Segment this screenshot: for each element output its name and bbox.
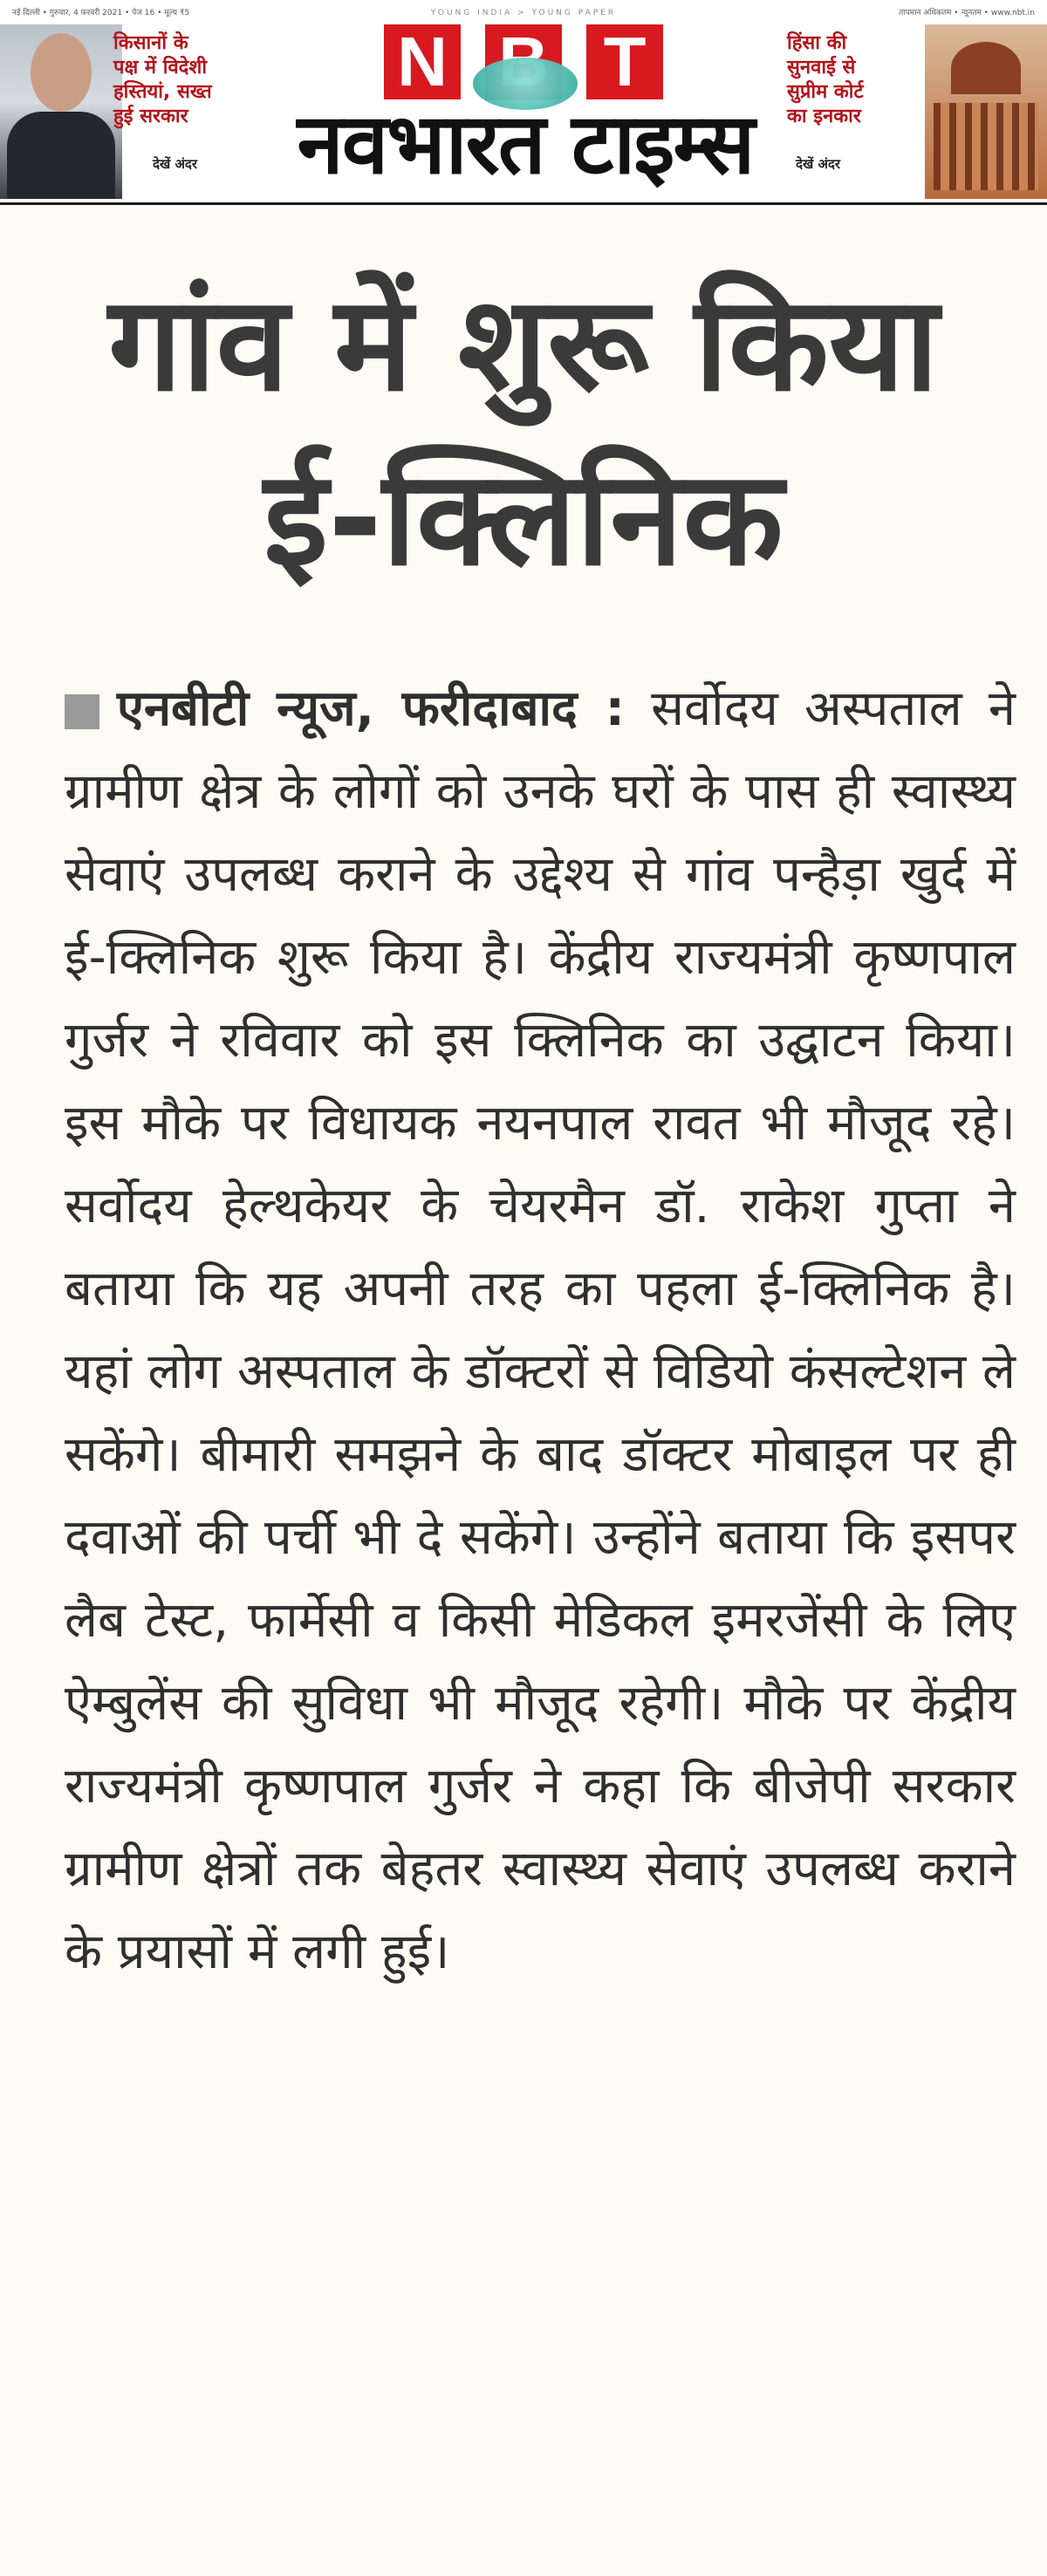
left-teaser-line: किसानों के xyxy=(113,32,188,54)
headline-line: गांव में शुरू किया xyxy=(108,269,939,420)
right-teaser-line: सुनवाई से xyxy=(787,57,856,79)
right-teaser-line: सुप्रीम कोर्ट xyxy=(787,81,864,103)
square-bullet-icon xyxy=(65,694,99,729)
left-teaser-line: पक्ष में विदेशी xyxy=(113,57,208,79)
logo-letter-t: T xyxy=(586,24,663,99)
court-columns-shape xyxy=(934,103,1038,190)
right-teaser-more[interactable]: देखें अंदर xyxy=(796,156,841,172)
portrait-head-shape xyxy=(31,33,92,112)
dateline-left: नई दिल्ली • गुरुवार, 4 फरवरी 2021 • पेज 16 • मूल्य ₹5 xyxy=(12,9,190,17)
portrait-body-shape xyxy=(7,112,115,199)
right-teaser-line: का इनकार xyxy=(787,106,861,127)
left-teaser-line: हुई सरकार xyxy=(113,106,188,127)
left-teaser-headline xyxy=(113,31,253,129)
logo-letter-n: N xyxy=(384,24,461,99)
article-dateline: एनबीटी न्यूज, फरीदाबाद : xyxy=(117,680,626,737)
newspaper-title: नवभारत टाइम्स xyxy=(297,95,754,193)
left-teaser-more[interactable]: देखें अंदर xyxy=(153,156,198,172)
nbt-logo xyxy=(384,19,663,103)
article-body xyxy=(65,667,1016,1993)
teaser-photo-court xyxy=(925,24,1047,199)
right-teaser-line: हिंसा की xyxy=(787,32,847,54)
article-body-text: सर्वोदय अस्पताल ने ग्रामीण क्षेत्र के लोगों को उनके घरों के पास ही स्वास्थ्य सेवाएं उपलब्ध कराने के उद्देश्य से गांव पन्हैड़ा खुर्द में ई-क्लिनिक शुरू किया है। केंद्रीय राज्यमंत्री कृष्णपाल गुर्जर ने रविवार को इस क्लिनिक का उद्घाटन किया। इस मौके पर विधायक नयनपाल रावत भी मौजूद रहे। सर्वोदय हेल्थकेयर के चेयरमैन डॉ. राकेश गुप्ता ने बताया कि यह अपनी तरह का पहला ई-क्लिनिक है। यहां लोग अस्पताल के डॉक्टरों से विडियो कंसल्टेशन ले सकेंगे। बीमारी समझने के बाद डॉक्टर मोबाइल पर ही दवाओं की पर्ची भी दे सकेंगे। उन्होंने बताया कि इसपर लैब टेस्ट, फार्मेसी व किसी मेडिकल इमरजेंसी के लिए ऐम्बुलेंस की सुविधा भी मौजूद रहेगी। मौके पर केंद्रीय राज्यमंत्री कृष्णपाल गुर्जर ने कहा कि बीजेपी सरकार ग्रामीण क्षेत्रों तक बेहतर स्वास्थ्य सेवाएं उपलब्ध कराने के प्रयासों में लगी हुई। xyxy=(65,680,1016,1980)
article xyxy=(0,205,1047,2576)
court-dome-shape xyxy=(951,42,1021,94)
masthead xyxy=(0,0,1047,205)
article-headline xyxy=(35,257,1012,606)
right-teaser-headline xyxy=(787,31,927,129)
right-teaser[interactable] xyxy=(785,24,1047,199)
dateline-right: तापमान अधिकतम • न्यूनतम • www.nbt.in xyxy=(899,9,1035,17)
left-teaser-line: हस्तियां, सख्त xyxy=(113,81,212,103)
teaser-photo-portrait xyxy=(0,24,122,199)
headline-line: ई-क्लिनिक xyxy=(263,443,784,595)
left-teaser[interactable] xyxy=(0,24,253,199)
masthead-tagline: YOUNG INDIA > YOUNG PAPER xyxy=(430,9,617,17)
